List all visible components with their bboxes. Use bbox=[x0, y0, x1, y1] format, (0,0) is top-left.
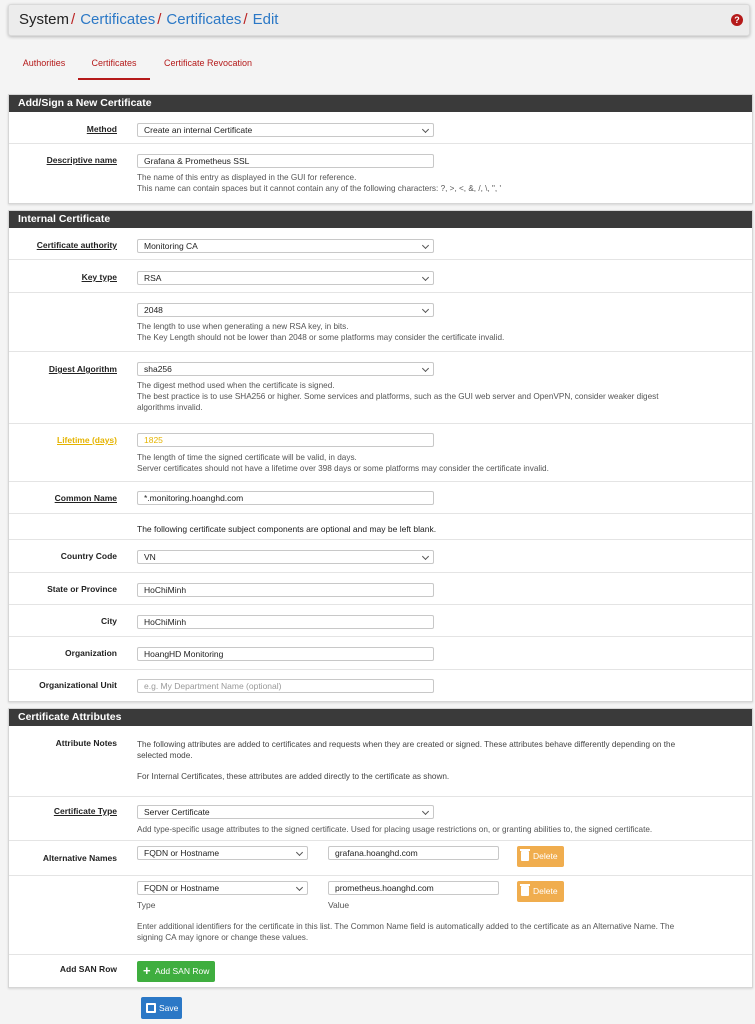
help-text bbox=[137, 452, 747, 474]
cn-input[interactable]: *.monitoring.hoanghd.com bbox=[137, 491, 434, 505]
delete-button[interactable] bbox=[517, 846, 564, 867]
state-input[interactable]: HoChiMinh bbox=[137, 583, 434, 597]
breadcrumb-certificates-1[interactable]: Certificates bbox=[80, 11, 156, 28]
certtype-select[interactable]: Server Certificate bbox=[137, 805, 434, 819]
trash-icon bbox=[521, 886, 529, 896]
ca-label: Certificate authority bbox=[36, 240, 117, 250]
breadcrumb-sep: / bbox=[71, 11, 76, 28]
city-label: City bbox=[100, 616, 117, 626]
san-value-input[interactable]: grafana.hoanghd.com bbox=[328, 846, 499, 860]
help-line: This name can contain spaces but it cannot contain any of the following characters: ?, >, <, &, /, \, ", ' bbox=[137, 184, 502, 193]
san-type-select[interactable]: FQDN or Hostname bbox=[137, 881, 308, 895]
help-text bbox=[137, 380, 747, 413]
row-city bbox=[9, 605, 752, 637]
help-line: The Key Length should not be lower than 2048 or some platforms may consider the certificate invalid. bbox=[137, 333, 505, 342]
panel-title: Internal Certificate bbox=[9, 211, 752, 228]
ou-label: Organizational Unit bbox=[39, 680, 117, 690]
save-label: Save bbox=[159, 1003, 179, 1013]
help-line: The following attributes are added to certificates and requests when they are created or signed. These attributes behave differently depending on the bbox=[137, 740, 676, 749]
country-label: Country Code bbox=[60, 551, 117, 561]
row-org-unit bbox=[9, 670, 752, 702]
breadcrumb-certificates-2[interactable]: Certificates bbox=[166, 11, 242, 28]
floppy-icon bbox=[146, 1003, 156, 1013]
row-digest bbox=[9, 352, 752, 424]
help-text bbox=[137, 172, 747, 194]
row-alt-name-1 bbox=[9, 841, 752, 876]
help-line: For Internal Certificates, these attributes are added directly to the certificate as shown. bbox=[137, 772, 450, 781]
ca-select[interactable]: Monitoring CA bbox=[137, 239, 434, 253]
trash-icon bbox=[521, 851, 529, 861]
digest-label: Digest Algorithm bbox=[48, 364, 117, 374]
help-line: The length to use when generating a new RSA key, in bits. bbox=[137, 322, 349, 331]
row-descriptive-name bbox=[9, 144, 752, 204]
row-attribute-notes bbox=[9, 726, 752, 797]
panel-internal-certificate bbox=[8, 210, 753, 702]
help-text: Add type-specific usage attributes to the signed certificate. Used for placing usage restrictions on, or granting abilities to, the signed certificate. bbox=[137, 825, 653, 834]
tab-authorities[interactable]: Authorities bbox=[22, 58, 66, 68]
ou-input[interactable]: e.g. My Department Name (optional) bbox=[137, 679, 434, 693]
panel-add-sign bbox=[8, 94, 753, 204]
save-button[interactable] bbox=[141, 997, 182, 1019]
cn-label: Common Name bbox=[54, 493, 117, 503]
help-line: selected mode. bbox=[137, 751, 193, 760]
row-country bbox=[9, 540, 752, 573]
breadcrumb-bar bbox=[8, 4, 750, 36]
lifetime-input[interactable]: 1825 bbox=[137, 433, 434, 447]
help-text bbox=[137, 321, 747, 343]
row-certificate-type bbox=[9, 797, 752, 841]
method-label: Method bbox=[86, 124, 117, 134]
panel-title: Add/Sign a New Certificate bbox=[9, 95, 752, 112]
method-select[interactable]: Create an internal Certificate bbox=[137, 123, 434, 137]
add-san-row-button[interactable] bbox=[137, 961, 215, 982]
row-alt-name-2 bbox=[9, 876, 752, 955]
state-label: State or Province bbox=[47, 584, 117, 594]
value-caption: Value bbox=[328, 900, 350, 910]
help-line: Server certificates should not have a lifetime over 398 days or some platforms may consider the certificate invalid. bbox=[137, 464, 549, 473]
certtype-label: Certificate Type bbox=[53, 806, 117, 816]
delete-label: Delete bbox=[533, 886, 558, 896]
keytype-label: Key type bbox=[81, 272, 117, 282]
org-input[interactable]: HoangHD Monitoring bbox=[137, 647, 434, 661]
help-line: algorithms invalid. bbox=[137, 403, 203, 412]
san-value-input[interactable]: prometheus.hoanghd.com bbox=[328, 881, 499, 895]
row-keytype bbox=[9, 260, 752, 293]
plus-icon: + bbox=[143, 963, 151, 978]
row-optional-note bbox=[9, 514, 752, 540]
help-text bbox=[137, 921, 747, 943]
optional-note: The following certificate subject components are optional and may be left blank. bbox=[137, 524, 437, 534]
breadcrumb-system: System bbox=[19, 11, 70, 28]
panel-certificate-attributes bbox=[8, 708, 753, 988]
help-line: signing CA may ignore or change these values. bbox=[137, 933, 309, 942]
delete-button[interactable] bbox=[517, 881, 564, 902]
lifetime-label: Lifetime (days) bbox=[57, 435, 117, 445]
delete-label: Delete bbox=[533, 851, 558, 861]
row-common-name bbox=[9, 482, 752, 514]
descr-input[interactable]: Grafana & Prometheus SSL bbox=[137, 154, 434, 168]
org-label: Organization bbox=[65, 648, 117, 658]
altnames-label: Alternative Names bbox=[42, 853, 117, 863]
row-ca bbox=[9, 228, 752, 260]
row-keylen bbox=[9, 293, 752, 352]
help-line: The name of this entry as displayed in the GUI for reference. bbox=[137, 173, 357, 182]
help-icon[interactable]: ? bbox=[731, 14, 743, 26]
tab-certificates[interactable]: Certificates bbox=[78, 50, 150, 80]
breadcrumb bbox=[19, 11, 278, 28]
digest-select[interactable]: sha256 bbox=[137, 362, 434, 376]
help-line: The best practice is to use SHA256 or higher. Some services and platforms, such as the GUI web server and OpenVPN, consider weaker digest bbox=[137, 392, 659, 401]
panel-title: Certificate Attributes bbox=[9, 709, 752, 726]
row-organization bbox=[9, 637, 752, 670]
keytype-select[interactable]: RSA bbox=[137, 271, 434, 285]
notes-label: Attribute Notes bbox=[55, 738, 117, 748]
addsan-label: Add SAN Row bbox=[59, 964, 117, 974]
add-san-label: Add SAN Row bbox=[155, 966, 210, 976]
breadcrumb-sep: / bbox=[157, 11, 162, 28]
san-type-select[interactable]: FQDN or Hostname bbox=[137, 846, 308, 860]
breadcrumb-edit[interactable]: Edit bbox=[252, 11, 279, 28]
keylen-select[interactable]: 2048 bbox=[137, 303, 434, 317]
row-state bbox=[9, 573, 752, 605]
descr-label: Descriptive name bbox=[46, 155, 117, 165]
type-caption: Type bbox=[137, 900, 156, 910]
country-select[interactable]: VN bbox=[137, 550, 434, 564]
help-text bbox=[137, 739, 747, 782]
help-line: The length of time the signed certificate will be valid, in days. bbox=[137, 453, 357, 462]
help-line: Enter additional identifiers for the certificate in this list. The Common Name field is automatically added to the certificate as an Alternative Name. The bbox=[137, 922, 675, 931]
help-line: The digest method used when the certificate is signed. bbox=[137, 381, 335, 390]
city-input[interactable]: HoChiMinh bbox=[137, 615, 434, 629]
breadcrumb-sep: / bbox=[243, 11, 248, 28]
tab-certificate-revocation[interactable]: Certificate Revocation bbox=[163, 58, 253, 68]
row-add-san bbox=[9, 955, 752, 988]
row-method bbox=[9, 112, 752, 144]
row-lifetime bbox=[9, 424, 752, 482]
